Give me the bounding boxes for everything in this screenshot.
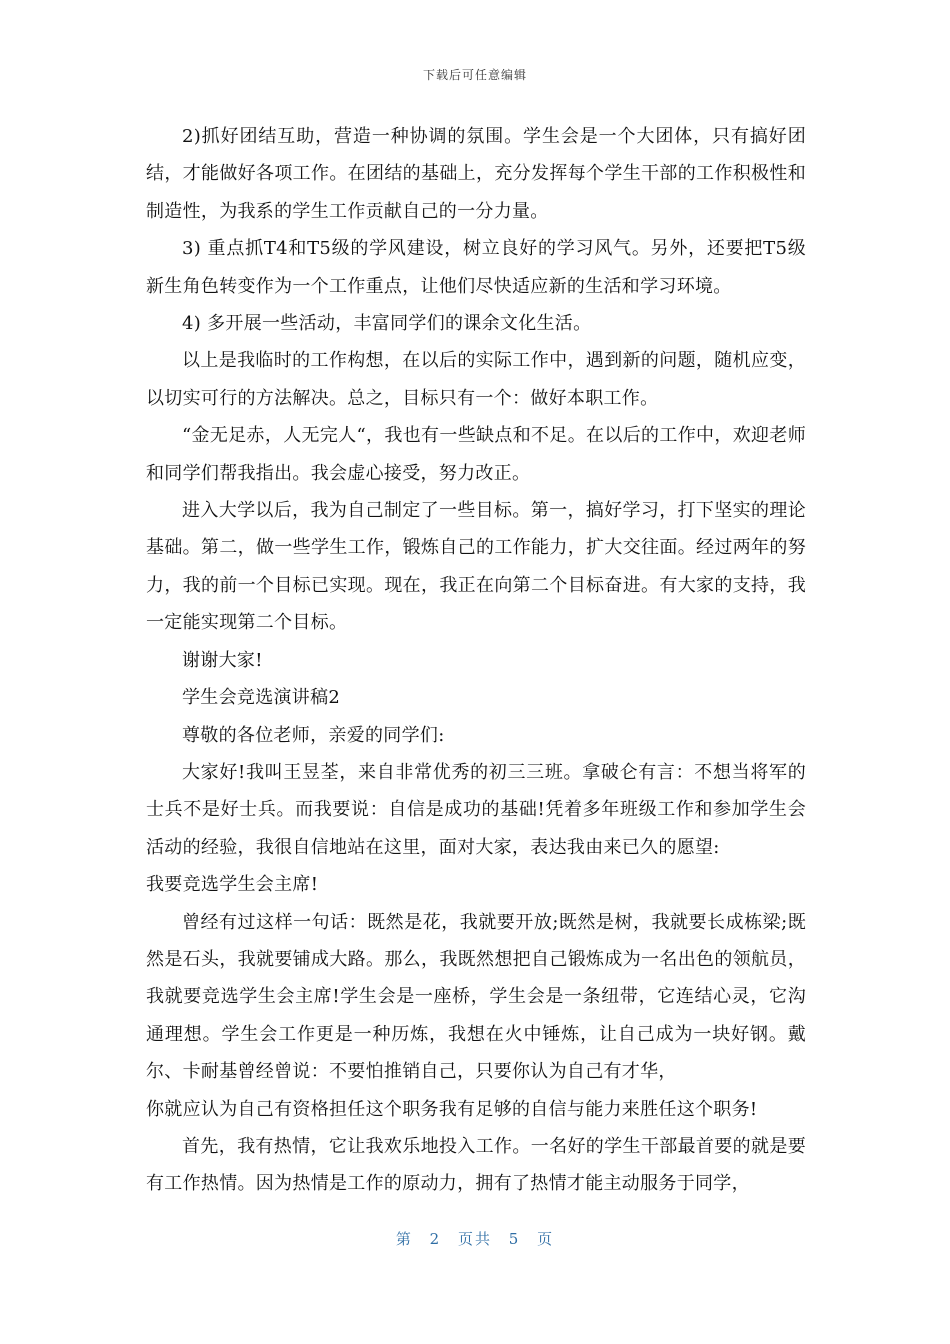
paragraph: 进入大学以后，我为自己制定了一些目标。第一，搞好学习，打下坚实的理论基础。第二，做一些学生工作，锻炼自己的工作能力，扩大交往面。经过两年的努力，我的前一个目标已实现。现在，我正在向第二个目标奋进。有大家的支持，我一定能实现第二个目标。 xyxy=(146,500,806,634)
paragraph: 曾经有过这样一句话：既然是花，我就要开放;既然是树，我就要长成栋梁;既然是石头，我就要铺成大路。那么，我既然想把自己锻炼成为一名出色的领航员，我就要竞选学生会主席!学生会是一座桥，学生会是一条纽带，它连结心灵，它沟通理想。学生会工作更是一种历炼，我想在火中锤炼，让自己成为一块好钢。戴尔、卡耐基曾经曾说：不要怕推销自己，只要你认为自己有才华， xyxy=(146,911,806,1083)
section-title: 学生会竞选演讲稿2 xyxy=(182,687,341,709)
page-number: 第 2 页共 5 页 xyxy=(395,1230,555,1248)
document-body xyxy=(146,118,806,1203)
paragraph: 我要竞选学生会主席! xyxy=(146,874,319,896)
paragraph: 2)抓好团结互助，营造一种协调的氛围。学生会是一个大团体，只有搞好团结，才能做好各项工作。在团结的基础上，充分发挥每个学生干部的工作积极性和制造性，为我系的学生工作贡献自己的一分力量。 xyxy=(146,126,806,222)
paragraph: 4) 多开展一些活动，丰富同学们的课余文化生活。 xyxy=(182,313,592,335)
paragraph: 以上是我临时的工作构想，在以后的实际工作中，遇到新的问题，随机应变，以切实可行的方法解决。总之，目标只有一个：做好本职工作。 xyxy=(146,350,806,409)
paragraph: 首先，我有热情，它让我欢乐地投入工作。一名好的学生干部最首要的就是要有工作热情。因为热情是工作的原动力，拥有了热情才能主动服务于同学， xyxy=(146,1135,806,1195)
paragraph: 大家好!我叫王昱荃，来自非常优秀的初三三班。拿破仑有言：不想当将军的士兵不是好士兵。而我要说：自信是成功的基础!凭着多年班级工作和参加学生会活动的经验，我很自信地站在这里，面对大家，表达我由来已久的愿望: xyxy=(146,761,806,858)
salutation: 尊敬的各位老师，亲爱的同学们: xyxy=(182,724,445,746)
page-header: 下载后可任意编辑 xyxy=(422,68,527,82)
closing-line: 谢谢大家! xyxy=(182,649,263,671)
paragraph: 3) 重点抓T4和T5级的学风建设，树立良好的学习风气。另外，还要把T5级新生角色转变作为一个工作重点，让他们尽快适应新的生活和学习环境。 xyxy=(146,238,806,297)
paragraph: “金无足赤，人无完人“，我也有一些缺点和不足。在以后的工作中，欢迎老师和同学们帮我指出。我会虚心接受，努力改正。 xyxy=(146,425,806,484)
paragraph: 你就应认为自己有资格担任这个职务我有足够的自信与能力来胜任这个职务! xyxy=(146,1098,758,1120)
